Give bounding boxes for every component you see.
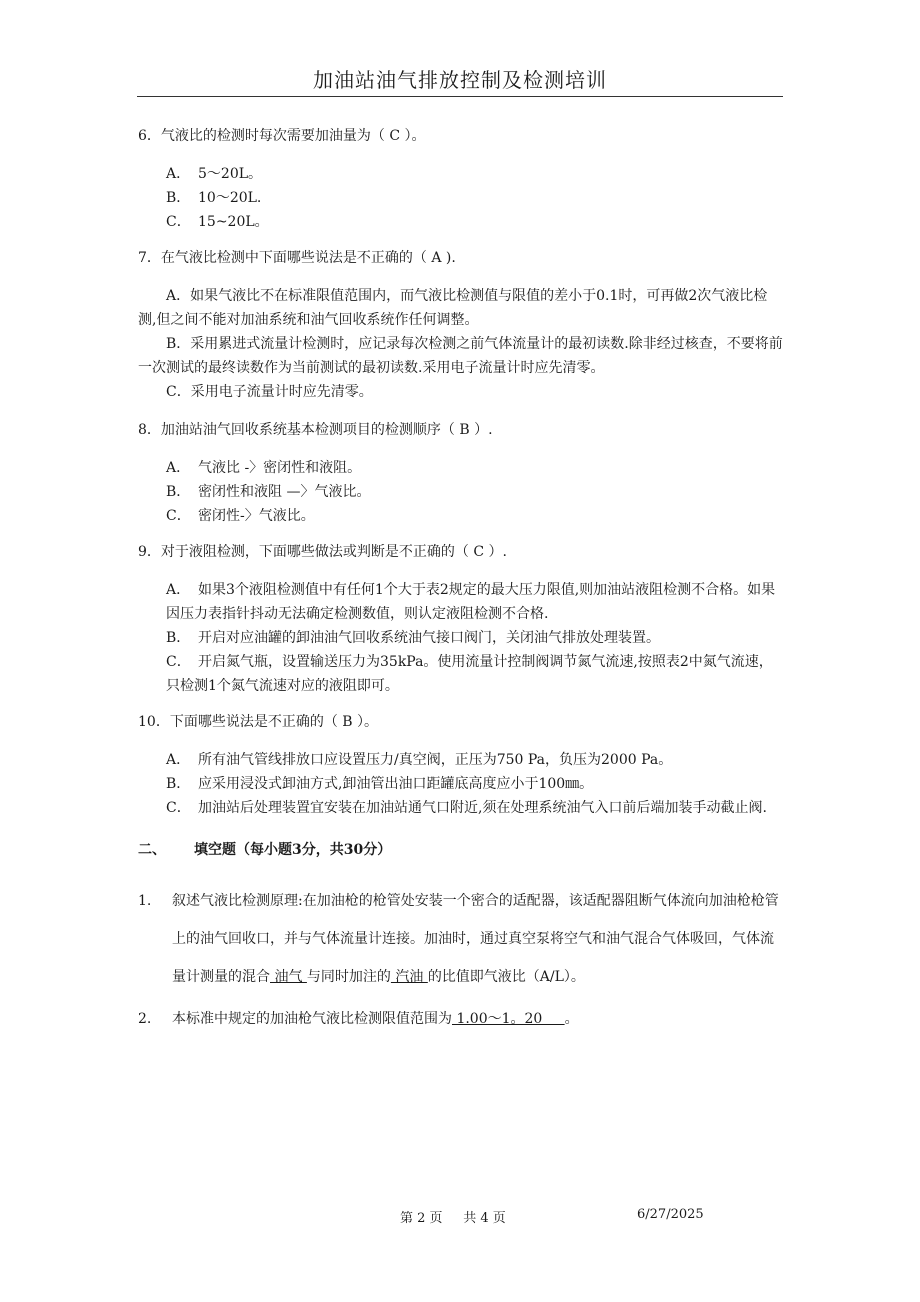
- option-c: [166, 796, 783, 820]
- option-b: [166, 480, 783, 504]
- section-title: 填空题（每小题3分，共30分）: [194, 842, 392, 858]
- option-text: 开启氮气瓶，设置输送压力为35kPa。使用流量计控制阀调节氮气流速,按照表2中氮气流速，只检测1个氮气流速对应的液阻即可。: [166, 654, 773, 694]
- fill-body: [172, 1000, 783, 1038]
- fill-number: 1.: [138, 893, 152, 909]
- option-a-paragraph: A．如果气液比不在标准限值范围内，而气液比检测值与限值的差小于0.1时，可再做2次气液比检测,但之间不能对加油系统和油气回收系统作任何调整。: [138, 288, 768, 328]
- question-stem: 10．下面哪些说法是不正确的（ B ）。: [138, 714, 379, 730]
- option-paragraphs: [138, 284, 783, 404]
- option-text: 密闭性-〉气液比。: [198, 508, 315, 524]
- option-text: 应采用浸没式卸油方式,卸油管出油口距罐底高度应小于100㎜。: [198, 776, 594, 792]
- question-9: [138, 540, 783, 698]
- question-stem: 7．在气液比检测中下面哪些说法是不正确的（ A ).: [138, 250, 456, 266]
- option-label: A．: [166, 460, 191, 476]
- option-c: [166, 650, 783, 698]
- fill-text: 与同时加注的: [306, 969, 391, 985]
- section-number: 二、: [138, 842, 166, 858]
- option-text: 开启对应油罐的卸油油气回收系统油气接口阀门，关闭油气排放处理装置。: [198, 630, 660, 646]
- option-c: [166, 210, 783, 234]
- option-list: [138, 578, 783, 698]
- option-text: 气液比 -〉密闭性和液阻。: [198, 460, 362, 476]
- option-list: [138, 748, 783, 820]
- fill-text: 。: [564, 1011, 579, 1027]
- option-b: [166, 186, 783, 210]
- document-body: [138, 124, 783, 1042]
- header-divider: [137, 96, 783, 97]
- option-a: [166, 748, 783, 772]
- option-a: [166, 162, 783, 186]
- option-list: [166, 162, 783, 234]
- option-label: A．: [166, 166, 191, 182]
- question-stem: 9．对于液阻检测，下面哪些做法或判断是不正确的（ C ）.: [138, 544, 507, 560]
- question-stem: 6．气液比的检测时每次需要加油量为（ C ）。: [138, 128, 426, 144]
- footer-date: 6/27/2025: [637, 1207, 704, 1222]
- option-label: C．: [166, 800, 191, 816]
- fill-blank-answer: 油气: [270, 969, 307, 985]
- fill-body: [172, 882, 783, 996]
- fill-blank-answer: 1.00～1。20: [452, 1011, 565, 1027]
- fill-blank-answer: 汽油: [390, 969, 428, 985]
- option-b: [166, 626, 783, 650]
- option-b: [166, 772, 783, 796]
- option-label: C．: [166, 214, 191, 230]
- option-text: 加油站后处理装置宜安装在加油站通气口附近,须在处理系统油气入口前后端加装手动截止阀.: [198, 800, 767, 816]
- fill-question-1: [138, 882, 783, 996]
- option-label: A．: [166, 582, 191, 598]
- option-label: A．: [166, 752, 191, 768]
- option-text: 密闭性和液阻 —〉气液比。: [198, 484, 371, 500]
- option-a: [166, 578, 783, 626]
- option-text: 10～20L.: [198, 190, 262, 206]
- page-number: 第 2 页 共 4 页: [400, 1211, 506, 1226]
- option-list: [166, 456, 783, 528]
- option-label: B．: [166, 190, 191, 206]
- page-header-title: 加油站油气排放控制及检测培训: [313, 68, 607, 92]
- option-c: [166, 504, 783, 528]
- option-a: [166, 456, 783, 480]
- fill-text: 的比值即气液比（A/L）。: [427, 969, 585, 985]
- option-label: C．: [166, 508, 191, 524]
- question-stem: 8．加油站油气回收系统基本检测项目的检测顺序（ B ）.: [138, 422, 493, 438]
- fill-text: 本标准中规定的加油枪气液比检测限值范围为: [172, 1011, 452, 1027]
- section-heading: [138, 838, 783, 862]
- question-6: [138, 124, 783, 234]
- option-c-paragraph: C．采用电子流量计时应先清零。: [166, 384, 373, 400]
- fill-number: 2.: [138, 1011, 152, 1027]
- option-text: 5～20L。: [198, 166, 263, 182]
- fill-question-2: [138, 1000, 783, 1038]
- option-label: B．: [166, 630, 191, 646]
- question-10: [138, 710, 783, 820]
- option-text: 所有油气管线排放口应设置压力/真空阀，正压为750 Pa，负压为2000 Pa。: [198, 752, 673, 768]
- fill-text: 叙述气液比检测原理:在加油枪的枪管处安装一个密合的适配器，该适配器阻断气体流向加油枪枪管上的油气回收口，并与气体流量计连接。加油时，通过真空泵将空气和油气混合气体吸回，气体流量计测量的混合: [172, 893, 779, 985]
- option-label: C．: [166, 654, 191, 670]
- option-label: B．: [166, 776, 191, 792]
- question-8: [138, 418, 783, 528]
- option-label: B．: [166, 484, 191, 500]
- option-b-paragraph: B．采用累进式流量计检测时，应记录每次检测之前气体流量计的最初读数.除非经过核查，不要将前一次测试的最终读数作为当前测试的最初读数.采用电子流量计时应先清零。: [138, 336, 783, 376]
- question-7: [138, 246, 783, 404]
- option-text: 15~20L。: [198, 214, 269, 230]
- option-text: 如果3个液阻检测值中有任何1个大于表2规定的最大压力限值,则加油站液阻检测不合格。如果因压力表指针抖动无法确定检测数值，则认定液阻检测不合格.: [166, 582, 776, 622]
